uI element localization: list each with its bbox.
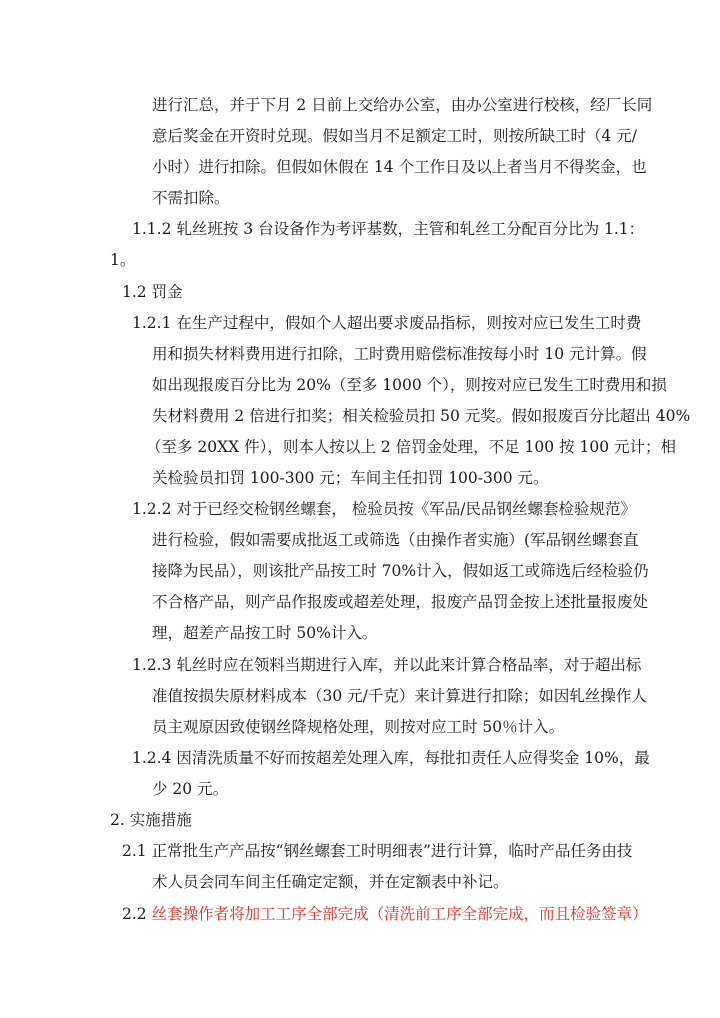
paragraph-line: 关检验员扣罚 100-300 元；车间主任扣罚 100-300 元。: [152, 469, 549, 487]
paragraph-line: 术人员会同车间主任确定定额，并在定额表中补记。: [152, 873, 509, 891]
paragraph-line: 1。: [110, 251, 136, 269]
paragraph-line: 小时）进行扣除。但假如休假在 14 个工作日及以上者当月不得奖金，也: [152, 158, 647, 176]
paragraph-line: 不合格产品，则产品作报废或超差处理，报废产品罚金按上述批量报废处: [152, 593, 649, 611]
highlighted-text: 丝套操作者将加工工序全部完成（清洗前工序全部完成，而且检验签章）: [151, 905, 648, 923]
paragraph-line: 如出现报废百分比为 20%（至多 1000 个），则按对应已发生工时费用和损: [152, 376, 667, 394]
paragraph-line: 接降为民品），则该批产品按工时 70%计入，假如返工或筛选后经检验仍: [152, 562, 649, 580]
paragraph-line: 2.1 正常批生产产品按“钢丝螺套工时明细表”进行计算，临时产品任务由技: [122, 842, 633, 860]
paragraph-line: （至多 20XX 件），则本人按以上 2 倍罚金处理，不足 100 按 100 元计；相: [146, 438, 676, 456]
paragraph-line: 不需扣除。: [152, 189, 230, 207]
clause-number: 2.2: [122, 905, 152, 923]
paragraph-line: 进行检验，假如需要成批返工或筛选（由操作者实施）(军品钢丝螺套直: [152, 531, 639, 549]
paragraph-line: 理，超差产品按工时 50%计入。: [152, 624, 378, 642]
paragraph-line-highlighted: [122, 904, 648, 924]
paragraph-line: 1.2.1 在生产过程中，假如个人超出要求废品指标，则按对应已发生工时费: [132, 314, 642, 332]
paragraph-line: 失材料费用 2 倍进行扣奖；相关检验员扣 50 元奖。假如报废百分比超出 40%: [152, 407, 691, 425]
paragraph-line: 1.2.4 因清洗质量不好而按超差处理入库，每批扣责任人应得奖金 10%，最: [132, 749, 650, 767]
section-heading: 2. 实施措施: [110, 811, 192, 829]
paragraph-line: 意后奖金在开资时兑现。假如当月不足额定工时，则按所缺工时（4 元/: [152, 127, 638, 145]
paragraph-line: 1.2.3 轧丝时应在领料当期进行入库，并以此来计算合格品率，对于超出标: [132, 656, 642, 674]
paragraph-line: 准值按损失原材料成本（30 元/千克）来计算进行扣除；如因轧丝操作人: [152, 687, 647, 705]
paragraph-line: 用和损失材料费用进行扣除，工时费用赔偿标准按每小时 10 元计算。假: [152, 345, 647, 363]
paragraph-line: 进行汇总，并于下月 2 日前上交给办公室，由办公室进行校核，经厂长同: [152, 96, 653, 114]
paragraph-line: 少 20 元。: [152, 780, 229, 798]
section-heading: 1.2 罚金: [122, 283, 183, 301]
paragraph-line: 1.2.2 对于已经交检钢丝螺套， 检验员按《军品/民品钢丝螺套检验规范》: [132, 500, 637, 518]
paragraph-line: 员主观原因致使钢丝降规格处理，则按对应工时 50％计入。: [152, 718, 565, 736]
paragraph-line: 1.1.2 轧丝班按 3 台设备作为考评基数，主管和轧丝工分配百分比为 1.1：: [132, 220, 645, 238]
